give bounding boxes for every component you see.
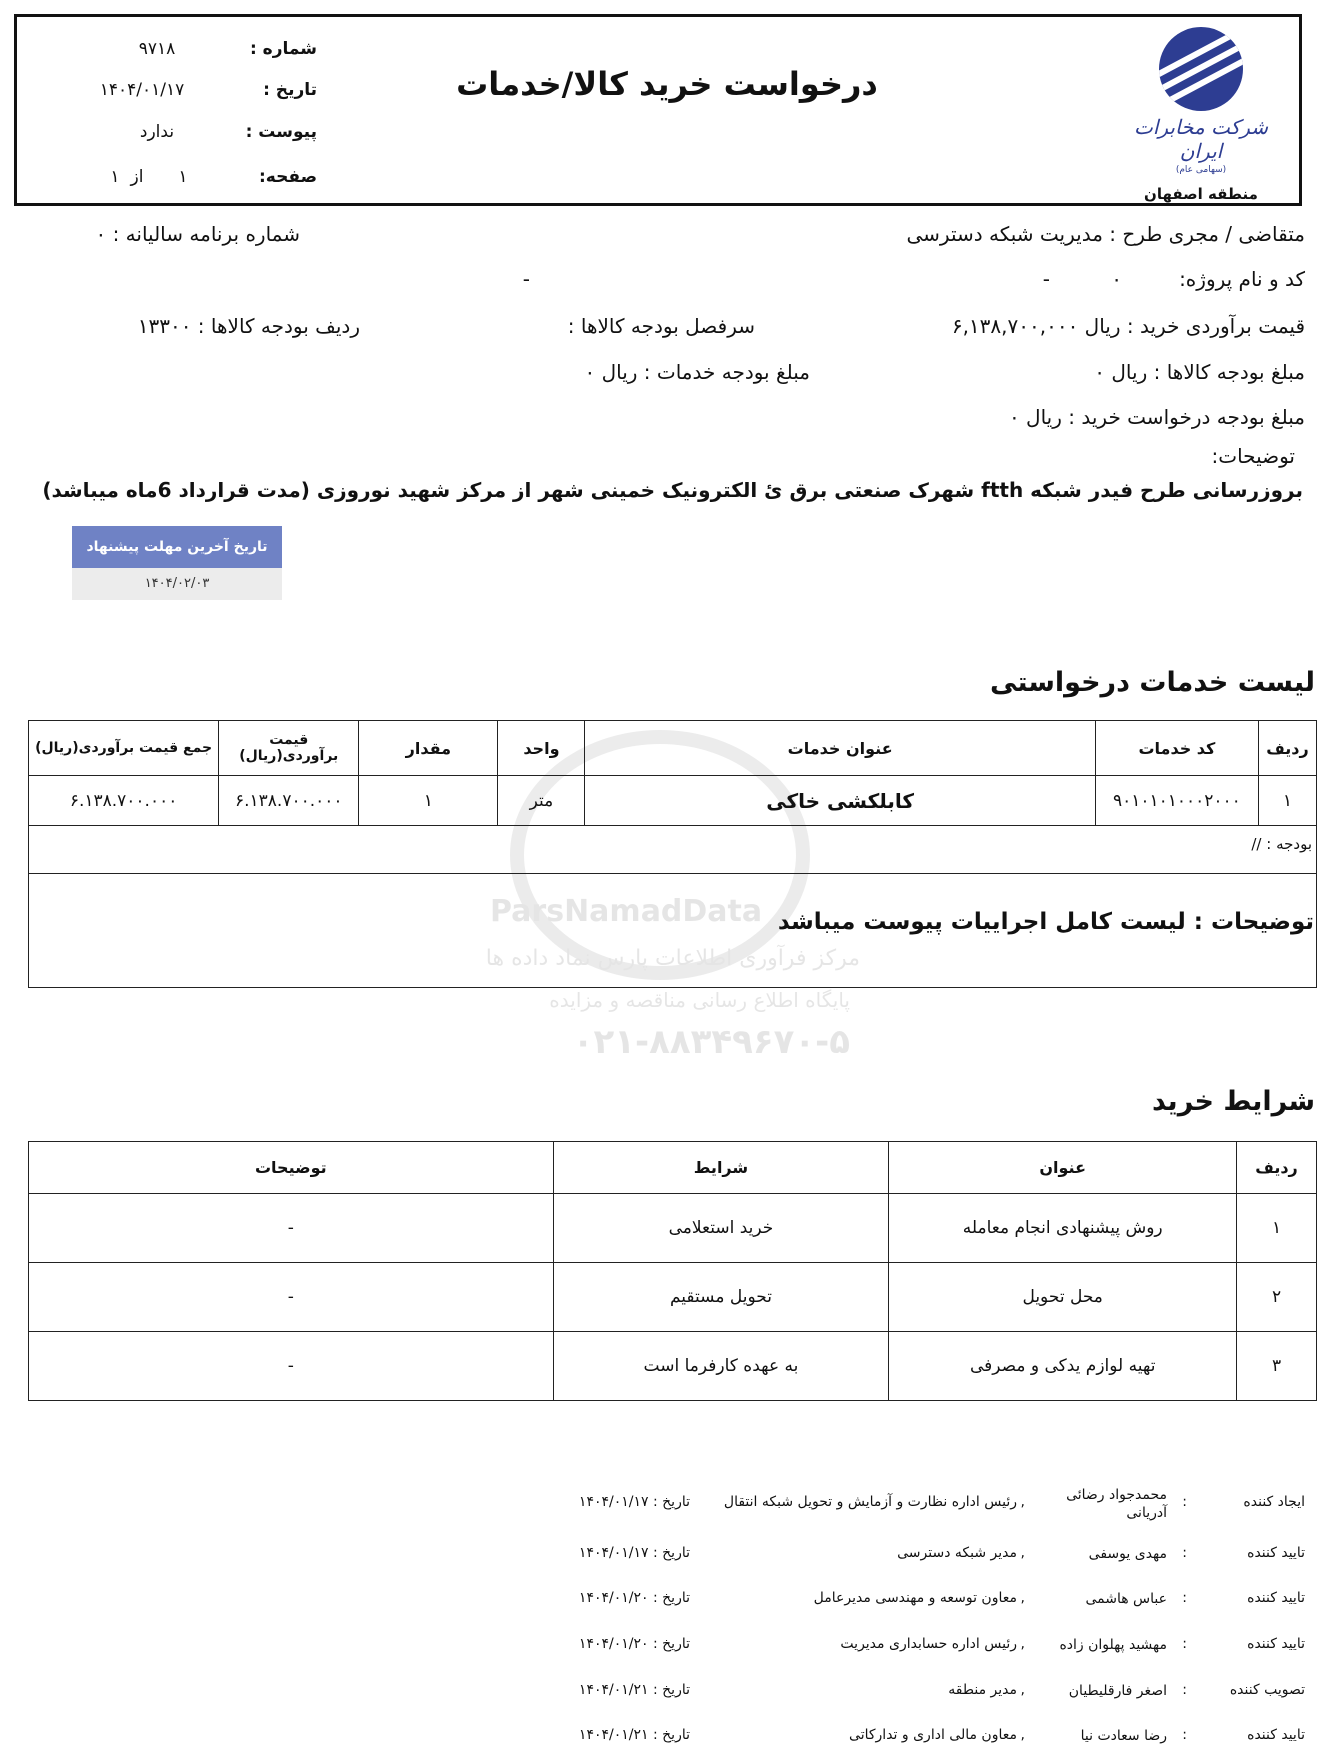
services-table bbox=[28, 720, 1317, 826]
sign-name: عباس هاشمی bbox=[1085, 1591, 1167, 1607]
telecom-logo-icon bbox=[1159, 27, 1243, 111]
meta-date bbox=[57, 80, 317, 104]
conditions-table bbox=[28, 1141, 1317, 1401]
sign-name: محمدجواد رضائی آدریانی bbox=[1066, 1487, 1167, 1522]
project-dash-1: - bbox=[1042, 267, 1050, 291]
cell-service-code: ۹۰۱۰۱۰۱۰۰۰۲۰۰۰ bbox=[1095, 776, 1258, 826]
cell-title: تهیه لوازم یدکی و مصرفی bbox=[889, 1332, 1237, 1401]
sign-name: رضا سعادت نیا bbox=[1080, 1728, 1167, 1744]
sign-name: مهدی یوسفی bbox=[1088, 1546, 1167, 1562]
number-label: شماره : bbox=[249, 39, 317, 59]
cell-condition: به عهده کارفرما است bbox=[553, 1332, 889, 1401]
sign-role: تایید کننده bbox=[1247, 1545, 1305, 1561]
header-box bbox=[14, 14, 1302, 206]
deadline-box bbox=[72, 526, 282, 600]
services-notes-box bbox=[28, 825, 1317, 988]
cell-notes: - bbox=[29, 1263, 554, 1332]
meta-number bbox=[57, 39, 317, 63]
signature-row: تایید کننده : عباس هاشمی , معاون توسعه و مهندسی مدیرعامل تاریخ : ۱۴۰۴/۰۱/۲۰ bbox=[578, 1590, 1305, 1607]
cell-quantity: ۱ bbox=[359, 776, 498, 826]
cell-unit: متر bbox=[498, 776, 585, 826]
col-service-title: عنوان خدمات bbox=[585, 721, 1095, 776]
attachment-value: ندارد bbox=[139, 122, 175, 142]
sign-role: تایید کننده bbox=[1247, 1590, 1305, 1606]
cell-condition: خرید استعلامی bbox=[553, 1194, 889, 1263]
sign-role: تصویب کننده bbox=[1229, 1682, 1305, 1698]
col-row: ردیف bbox=[1237, 1142, 1317, 1194]
col-unit-price: قیمت برآوردی(ریال) bbox=[219, 721, 359, 776]
signature-row: تایید کننده : مهدی یوسفی , مدیر شبکه دسترسی تاریخ : ۱۴۰۴/۰۱/۱۷ bbox=[578, 1545, 1305, 1562]
cell-service-title: کابلکشی خاکی bbox=[585, 776, 1095, 826]
page-total: ۱ bbox=[110, 167, 120, 187]
watermark-brand: ParsNamadData bbox=[490, 894, 763, 929]
col-condition: شرایط bbox=[553, 1142, 889, 1194]
project-label: کد و نام پروژه: bbox=[1179, 267, 1305, 291]
signature-row: ایجاد کننده : محمدجواد رضائی آدریانی , رئیس اداره نظارت و آزمایش و تحویل شبکه انتقال تاریخ : ۱۴۰۴/۰۱/۱۷ bbox=[578, 1487, 1305, 1522]
sign-date: تاریخ : ۱۴۰۴/۰۱/۱۷ bbox=[578, 1545, 690, 1561]
page-value: ۱ bbox=[178, 167, 188, 187]
signature-row: تایید کننده : مهشید پهلوان زاده , رئیس اداره حسابداری مدیریت تاریخ : ۱۴۰۴/۰۱/۲۰ bbox=[578, 1636, 1305, 1653]
sign-role: ایجاد کننده bbox=[1243, 1494, 1305, 1510]
project-code: ۰ bbox=[1111, 267, 1122, 291]
budget-line: بودجه : // bbox=[1251, 835, 1312, 853]
cell-total-price: ۶.۱۳۸.۷۰۰.۰۰۰ bbox=[29, 776, 219, 826]
signature-row: تصویب کننده : اصغر فارقلیطیان , مدیر منطقه تاریخ : ۱۴۰۴/۰۱/۲۱ bbox=[578, 1682, 1305, 1699]
project-dash-2: - bbox=[522, 267, 530, 291]
signature-row: تایید کننده : رضا سعادت نیا , معاون مالی اداری و تدارکاتی تاریخ : ۱۴۰۴/۰۱/۲۱ bbox=[578, 1727, 1305, 1744]
services-budget-line: مبلغ بودجه خدمات : ریال ۰ bbox=[584, 360, 810, 384]
cell-notes: - bbox=[29, 1332, 554, 1401]
logo-subtitle: (سهامی عام) bbox=[1175, 165, 1227, 175]
col-unit: واحد bbox=[498, 721, 585, 776]
table-row bbox=[29, 1194, 1317, 1263]
services-header-row bbox=[29, 721, 1317, 776]
watermark-line-1: مرکز فرآوری اطلاعات پارس نماد داده ها bbox=[485, 946, 860, 971]
page-label: صفحه: bbox=[258, 167, 317, 187]
annual-program-line: شماره برنامه سالیانه : ۰ bbox=[95, 222, 300, 246]
sign-position: مدیر شبکه دسترسی bbox=[897, 1545, 1017, 1561]
sign-position: معاون مالی اداری و تدارکاتی bbox=[849, 1727, 1017, 1743]
services-section-title: لیست خدمات درخواستی bbox=[990, 667, 1315, 698]
applicant-line: متقاضی / مجری طرح : مدیریت شبکه دسترسی bbox=[906, 222, 1305, 246]
date-value: ۱۴۰۴/۰۱/۱۷ bbox=[99, 80, 185, 100]
cell-row: ۲ bbox=[1237, 1263, 1317, 1332]
number-value: ۹۷۱۸ bbox=[138, 39, 176, 59]
conditions-header-row bbox=[29, 1142, 1317, 1194]
sign-date: تاریخ : ۱۴۰۴/۰۱/۱۷ bbox=[578, 1494, 690, 1510]
cell-unit-price: ۶.۱۳۸.۷۰۰.۰۰۰ bbox=[219, 776, 359, 826]
region-name: منطقه اصفهان bbox=[1144, 185, 1258, 203]
deadline-label: تاریخ آخرین مهلت پیشنهاد bbox=[72, 526, 282, 568]
request-budget-line: مبلغ بودجه درخواست خرید : ریال ۰ bbox=[1008, 405, 1305, 429]
col-service-code: کد خدمات bbox=[1095, 721, 1258, 776]
cell-row: ۱ bbox=[1258, 776, 1316, 826]
goods-row-line: ردیف بودجه کالاها : ۱۳۳۰۰ bbox=[137, 314, 360, 338]
watermark-phone: ۰۲۱-۸۸۳۴۹۶۷۰-۵ bbox=[572, 1022, 850, 1062]
cell-row: ۱ bbox=[1237, 1194, 1317, 1263]
sign-date: تاریخ : ۱۴۰۴/۰۱/۲۱ bbox=[578, 1682, 690, 1698]
date-label: تاریخ : bbox=[263, 80, 317, 100]
document-title: درخواست خرید کالا/خدمات bbox=[456, 65, 878, 103]
meta-page bbox=[57, 167, 317, 191]
col-quantity: مقدار bbox=[359, 721, 498, 776]
deadline-value: ۱۴۰۴/۰۲/۰۳ bbox=[72, 568, 282, 600]
table-row bbox=[29, 1332, 1317, 1401]
sign-position: مدیر منطقه bbox=[948, 1682, 1017, 1698]
table-row bbox=[29, 1263, 1317, 1332]
price-estimate-line: قیمت برآوردی خرید : ریال ۶,۱۳۸,۷۰۰,۰۰۰ bbox=[951, 314, 1305, 338]
col-total-price: جمع قیمت برآوردی(ریال) bbox=[29, 721, 219, 776]
col-row: ردیف bbox=[1258, 721, 1316, 776]
services-notes: توضیحات : لیست کامل اجراییات پیوست میباشد bbox=[777, 909, 1314, 935]
sign-name: اصغر فارقلیطیان bbox=[1068, 1683, 1167, 1699]
col-title: عنوان bbox=[889, 1142, 1237, 1194]
sign-date: تاریخ : ۱۴۰۴/۰۱/۲۰ bbox=[578, 1590, 690, 1606]
goods-budget-line: مبلغ بودجه کالاها : ریال ۰ bbox=[1094, 360, 1305, 384]
description-label: توضیحات: bbox=[1211, 444, 1295, 468]
sign-position: رئیس اداره حسابداری مدیریت bbox=[840, 1636, 1017, 1652]
sign-role: تایید کننده bbox=[1247, 1636, 1305, 1652]
sign-date: تاریخ : ۱۴۰۴/۰۱/۲۰ bbox=[578, 1636, 690, 1652]
goods-heading-line: سرفصل بودجه کالاها : bbox=[567, 314, 755, 338]
watermark-line-2: پایگاه اطلاع رسانی مناقصه و مزایده bbox=[549, 988, 850, 1012]
sign-role: تایید کننده bbox=[1247, 1727, 1305, 1743]
sign-name: مهشید پهلوان زاده bbox=[1059, 1637, 1167, 1653]
cell-title: روش پیشنهادی انجام معامله bbox=[889, 1194, 1237, 1263]
page-of: از bbox=[130, 167, 144, 187]
description-text: بروزرسانی طرح فیدر شبکه ftth شهرک صنعتی برق ئ الکترونیک خمینی شهر از مرکز شهید نوروزی (مدت قرارداد 6ماه میباشد) bbox=[42, 478, 1303, 502]
cell-row: ۳ bbox=[1237, 1332, 1317, 1401]
table-row bbox=[29, 776, 1317, 826]
company-logo bbox=[1131, 27, 1271, 203]
cell-notes: - bbox=[29, 1194, 554, 1263]
sign-position: رئیس اداره نظارت و آزمایش و تحویل شبکه انتقال bbox=[723, 1494, 1017, 1510]
meta-attachment bbox=[57, 122, 317, 146]
col-notes: توضیحات bbox=[29, 1142, 554, 1194]
sign-date: تاریخ : ۱۴۰۴/۰۱/۲۱ bbox=[578, 1727, 690, 1743]
conditions-section-title: شرایط خرید bbox=[1151, 1086, 1315, 1117]
cell-title: محل تحویل bbox=[889, 1263, 1237, 1332]
notes-divider bbox=[29, 873, 1316, 874]
attachment-label: پیوست : bbox=[245, 122, 317, 142]
logo-company-name: شرکت مخابرات ایران bbox=[1133, 115, 1268, 163]
sign-position: معاون توسعه و مهندسی مدیرعامل bbox=[813, 1590, 1017, 1606]
cell-condition: تحویل مستقیم bbox=[553, 1263, 889, 1332]
